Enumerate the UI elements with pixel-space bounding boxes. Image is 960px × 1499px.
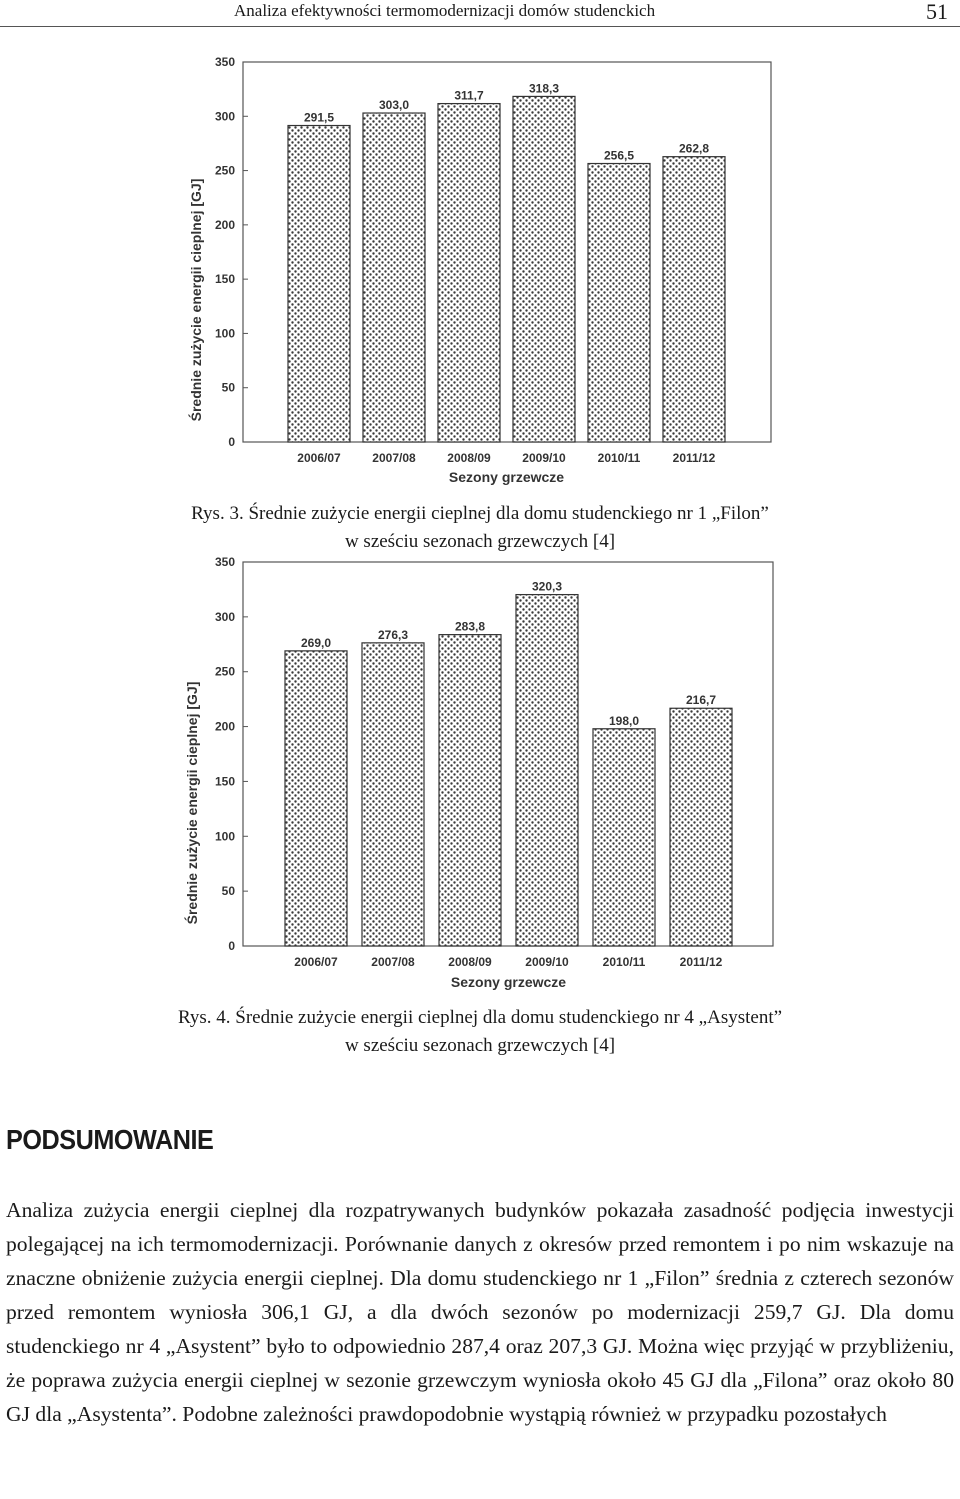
x-tick-label: 2011/12 xyxy=(672,451,716,465)
bar-value-label: 269,0 xyxy=(300,635,332,650)
y-tick-label: 0 xyxy=(228,939,235,953)
bar-value-label: 303,0 xyxy=(378,98,410,113)
bar-2011/12 xyxy=(670,708,732,946)
bar-value-label: 318,3 xyxy=(528,81,560,96)
running-header xyxy=(0,0,960,30)
x-axis-label: Sezony grzewcze xyxy=(450,974,567,990)
x-tick-label: 2010/11 xyxy=(602,955,646,969)
bar-2006/07 xyxy=(285,651,347,946)
bar-2007/08 xyxy=(362,643,424,946)
bar-2006/07 xyxy=(288,126,350,442)
y-tick-label: 100 xyxy=(214,326,235,341)
y-axis-label: Średnie zużycie energii cieplnej [GJ] xyxy=(188,178,204,422)
figure-caption-3-line2: w sześciu sezonach grzewczych [4] xyxy=(344,531,616,552)
y-tick-label: 0 xyxy=(228,435,235,449)
x-tick-label: 2008/09 xyxy=(447,451,491,465)
x-tick-label: 2009/10 xyxy=(525,955,569,969)
x-tick-label: 2010/11 xyxy=(597,451,641,465)
chart-asystent-svg xyxy=(0,548,960,996)
bar-value-label: 276,3 xyxy=(377,627,409,642)
running-title: Analiza efektywności termomodernizacji domów studenckich xyxy=(234,1,656,20)
y-tick-label: 150 xyxy=(214,774,235,789)
y-tick-label: 300 xyxy=(214,109,235,124)
bar-2011/12 xyxy=(663,157,725,442)
bar-value-label: 320,3 xyxy=(531,579,563,594)
y-tick-label: 250 xyxy=(214,163,235,178)
chart-asystent xyxy=(0,548,960,996)
bar-value-label: 198,0 xyxy=(608,713,640,728)
figure-caption-4 xyxy=(0,1004,960,1060)
bar-value-label: 283,8 xyxy=(454,619,486,634)
x-tick-label: 2007/08 xyxy=(372,451,416,465)
y-tick-label: 150 xyxy=(214,272,235,287)
y-tick-label: 250 xyxy=(214,664,235,679)
header-rule xyxy=(0,26,960,27)
section-title: PODSUMOWANIE xyxy=(6,1124,214,1155)
bar-value-label: 256,5 xyxy=(603,148,635,163)
x-tick-label: 2007/08 xyxy=(371,955,415,969)
y-tick-label: 200 xyxy=(214,719,235,734)
y-tick-label: 100 xyxy=(214,829,235,844)
y-tick-label: 200 xyxy=(214,217,235,232)
bar-2008/09 xyxy=(439,635,501,946)
chart-filon-svg xyxy=(0,48,960,492)
x-tick-label: 2006/07 xyxy=(294,955,338,969)
y-tick-label: 50 xyxy=(221,380,235,395)
y-tick-label: 50 xyxy=(221,884,235,899)
x-tick-label: 2011/12 xyxy=(679,955,723,969)
bar-2009/10 xyxy=(513,96,575,442)
bar-2007/08 xyxy=(363,113,425,442)
x-tick-label: 2006/07 xyxy=(297,451,341,465)
figure-caption-3-line1: Rys. 3. Średnie zużycie energii cieplnej dla domu studenckiego nr 1 „Filon” xyxy=(191,503,769,524)
y-axis-label: Średnie zużycie energii cieplnej [GJ] xyxy=(184,681,200,925)
bar-2009/10 xyxy=(516,595,578,946)
page-number: 51 xyxy=(926,0,948,24)
bar-2010/11 xyxy=(593,729,655,946)
x-axis-label: Sezony grzewcze xyxy=(448,469,565,485)
figure-caption-4-line1: Rys. 4. Średnie zużycie energii cieplnej dla domu studenckiego nr 4 „Asystent” xyxy=(177,1007,783,1028)
y-tick-label: 300 xyxy=(214,609,235,624)
bar-value-label: 291,5 xyxy=(303,110,335,125)
x-tick-label: 2009/10 xyxy=(522,451,566,465)
summary-paragraph: Analiza zużycia energii cieplnej dla rozpatrywanych budynków pokazała zasadność podjęcia inwestycji polegającej na ich termomodernizacji. Porównanie danych z okresów przed remontem i po nim wskazuje na znaczne obniżenie zużycia energii cieplnej. Dla domu studenckiego nr 1 „Filon” średnia z czterech sezonów przed remontem wyniosła 306,1 GJ, a dla dwóch sezonów po modernizacji 259,7 GJ. Dla domu studenckiego nr 4 „Asystent” było to odpowiednio 287,4 oraz 207,3 GJ. Można więc przyjąć w przybliżeniu, że poprawa zużycia energii cieplnej w sezonie grzewczym wyniosła około 45 GJ dla „Filona” oraz około 80 GJ dla „Asystenta”. Podobne zależności prawdopodobnie wystąpią również w przypadku pozostałych xyxy=(6,1198,954,1426)
bar-value-label: 216,7 xyxy=(685,693,717,708)
y-tick-label: 350 xyxy=(214,555,235,569)
y-tick-label: 350 xyxy=(214,55,235,69)
bar-2010/11 xyxy=(588,164,650,442)
x-tick-label: 2008/09 xyxy=(448,955,492,969)
bar-value-label: 311,7 xyxy=(454,88,484,103)
bar-value-label: 262,8 xyxy=(678,141,710,156)
figure-caption-4-line2: w sześciu sezonach grzewczych [4] xyxy=(344,1035,616,1056)
chart-filon xyxy=(0,48,960,492)
bar-2008/09 xyxy=(438,104,500,442)
